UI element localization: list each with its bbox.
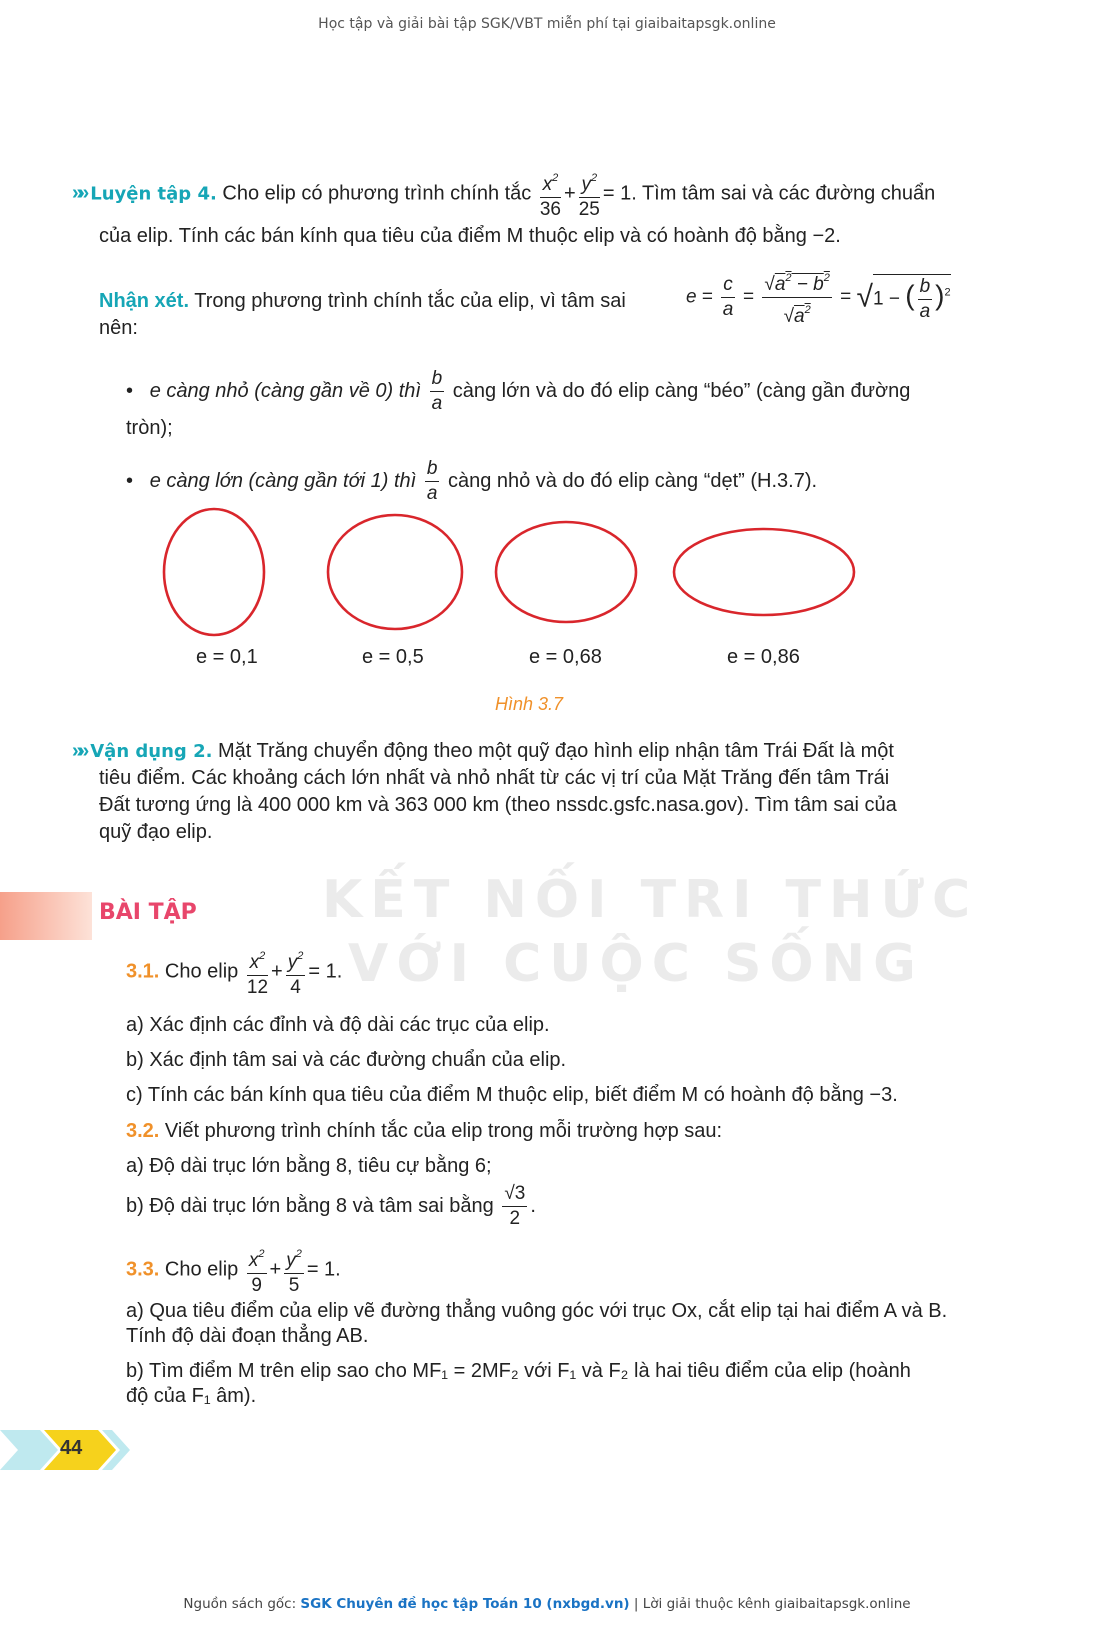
bullet-2-a: e càng lớn (càng gần tới 1) thì <box>149 469 417 492</box>
page-number: 44 <box>60 1437 83 1459</box>
fraction-x2-36: $\frac{x^2}{36}$ <box>540 168 561 220</box>
exercise-3-3: 3.3. Cho elip $\frac{x^2}{9}$ + $\frac{y^2}{5}$ = 1. <box>126 1244 341 1296</box>
ellipse-figure <box>150 500 870 640</box>
section-band <box>0 892 92 940</box>
label-e-0-86: e = 0,86 <box>727 646 800 668</box>
label-e-0-5: e = 0,5 <box>362 646 424 668</box>
exercise-3-1-a: a) Xác định các đỉnh và độ dài các trục của elip. <box>126 1014 550 1036</box>
figure-caption: Hình 3.7 <box>494 694 564 714</box>
watermark-line-2: VỚI CUỘC SỐNG <box>348 934 924 994</box>
exercise-3-3-num: 3.3. <box>126 1258 160 1281</box>
exercise-3-3-b2: độ của F₁ âm). <box>126 1385 257 1407</box>
van-dung-2-line-3: Đất tương ứng là 400 000 km và 363 000 km (theo nssdc.gsfc.nasa.gov). Tìm tâm sai của <box>99 794 897 816</box>
exercise-3-2-b-row: b) Độ dài trục lớn bằng 8 và tâm sai bằng $\frac{√3}{2}$ . <box>126 1183 536 1229</box>
footer-suffix: | Lời giải thuộc kênh giaibaitapsgk.online <box>633 1596 911 1612</box>
luyen-tap-4-text-b: Tìm tâm sai và các đường chuẩn <box>641 182 936 205</box>
exercise-3-1-num: 3.1. <box>126 960 160 983</box>
bullet-1: • e càng nhỏ (càng gần về 0) thì $\frac{b}{a}$ càng lớn và do đó elip càng “béo” (càng gần đường <box>126 368 911 414</box>
site-note: Học tập và giải bài tập SGK/VBT miễn phí tại giaibaitapsgk.online <box>318 16 776 32</box>
van-dung-2-line-4: quỹ đạo elip. <box>99 821 213 843</box>
nhan-xet-line2: nên: <box>99 317 138 339</box>
background-watermark <box>322 868 978 996</box>
bullet-1-c: tròn); <box>126 417 173 439</box>
van-dung-2-line-2: tiêu điểm. Các khoảng cách lớn nhất và nhỏ nhất từ các vị trí của Mặt Trăng đến tâm Trái <box>99 767 890 789</box>
exercise-3-2-b: b) Độ dài trục lớn bằng 8 và tâm sai bằng <box>126 1194 494 1217</box>
luyen-tap-4-line2: của elip. Tính các bán kính qua tiêu của điểm M thuộc elip và có hoành độ bằng −2. <box>99 225 841 247</box>
label-e-0-68: e = 0,68 <box>529 646 602 668</box>
luyen-tap-4: »» Luyện tập 4. Cho elip có phương trình chính tắc $\frac{x^2}{36}$ + $\frac{y^2}{25}$ = 1. Tìm tâm sai và các đường chuẩn <box>72 168 972 220</box>
van-dung-2-title: Vận dụng 2. <box>90 741 213 762</box>
footer-brand-link[interactable]: SGK Chuyên đề học tập Toán 10 (nxbgd.vn) <box>300 1596 630 1612</box>
exercise-3-3-a2: Tính độ dài đoạn thẳng AB. <box>126 1325 369 1347</box>
exercise-3-2-a: a) Độ dài trục lớn bằng 8, tiêu cự bằng 6; <box>126 1155 492 1177</box>
footer <box>0 1596 1094 1612</box>
chevron-icon: »» <box>72 740 85 762</box>
exercise-3-2-num: 3.2. <box>126 1120 160 1142</box>
nhan-xet-title: Nhận xét. <box>99 290 190 312</box>
chevron-icon: »» <box>72 182 85 205</box>
section-title: BÀI TẬP <box>99 900 197 925</box>
page-number-badge <box>0 1430 132 1470</box>
luyen-tap-4-title: Luyện tập 4. <box>90 183 217 205</box>
bullet-dot-icon: • <box>126 469 134 492</box>
ellipse-e-0-1 <box>164 509 264 635</box>
bullet-dot-icon: • <box>126 379 134 402</box>
bullet-1-a: e càng nhỏ (càng gần về 0) thì <box>149 379 421 402</box>
label-e-0-1: e = 0,1 <box>196 646 258 668</box>
luyen-tap-4-text-a: Cho elip có phương trình chính tắc <box>222 182 532 205</box>
exercise-3-1-intro: Cho elip <box>164 960 239 983</box>
van-dung-2-line-1: Mặt Trăng chuyển động theo một quỹ đạo hình elip nhận tâm Trái Đất là một <box>218 740 894 762</box>
exercise-3-1: 3.1. Cho elip $\frac{x^2}{12}$ + $\frac{y^2}{4}$ = 1. <box>126 946 342 998</box>
nhan-xet <box>99 287 626 315</box>
bullet-2: • e càng lớn (càng gần tới 1) thì $\frac{b}{a}$ càng nhỏ và do đó elip càng “dẹt” (H.3.7). <box>126 458 818 504</box>
exercise-3-2-intro: Viết phương trình chính tắc của elip trong mỗi trường hợp sau: <box>164 1120 723 1142</box>
bullet-2-b: càng nhỏ và do đó elip càng “dẹt” (H.3.7). <box>447 469 818 492</box>
bullet-1-b: càng lớn và do đó elip càng “béo” (càng gần đường <box>452 379 911 402</box>
footer-prefix: Nguồn sách gốc: <box>183 1596 297 1612</box>
exercise-3-2 <box>126 1117 722 1145</box>
eccentricity-formula: e = $\frac{c}{a}$ = $\frac{√a^2 - b^2}{√a^2}$ = √1 − ( $\frac{b}{a}$ )$^2$ <box>686 268 951 327</box>
nhan-xet-text: Trong phương trình chính tắc của elip, vì tâm sai <box>194 290 626 312</box>
watermark-line-1: KẾT NỐI TRI THỨC <box>322 870 979 930</box>
exercise-3-1-c: c) Tính các bán kính qua tiêu của điểm M thuộc elip, biết điểm M có hoành độ bằng −3. <box>126 1084 898 1106</box>
exercise-3-3-intro: Cho elip <box>164 1258 239 1281</box>
ellipse-e-0-86 <box>674 529 854 615</box>
exercise-3-3-b1: b) Tìm điểm M trên elip sao cho MF₁ = 2MF₂ với F₁ và F₂ là hai tiêu điểm của elip (hoành <box>126 1360 911 1382</box>
van-dung-2 <box>72 737 972 766</box>
ellipse-e-0-5 <box>328 515 462 629</box>
fraction-y2-25: $\frac{y^2}{25}$ <box>579 168 600 220</box>
exercise-3-3-a1: a) Qua tiêu điểm của elip vẽ đường thẳng vuông góc với trục Ox, cắt elip tại hai điểm A và B. <box>126 1300 948 1322</box>
ellipse-e-0-68 <box>496 522 636 622</box>
exercise-3-1-b: b) Xác định tâm sai và các đường chuẩn của elip. <box>126 1049 567 1071</box>
